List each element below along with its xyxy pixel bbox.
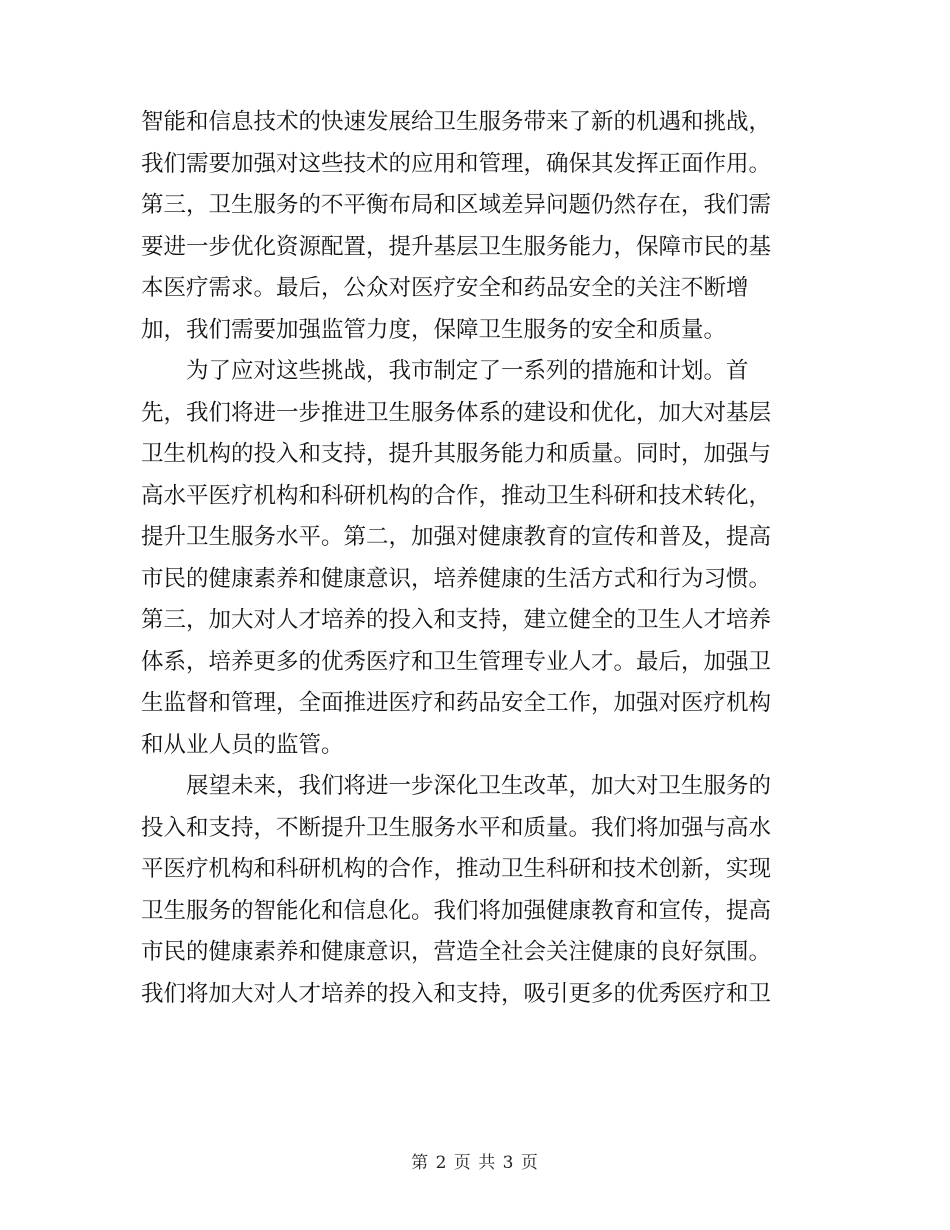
text-line: 卫生机构的投入和支持，提升其服务能力和质量。同时，加强与 (141, 441, 772, 467)
text-line: 先，我们将进一步推进卫生服务体系的建设和优化，加大对基层 (141, 399, 772, 426)
text-line: 为了应对这些挑战，我市制定了一系列的措施和计划。首 (186, 358, 749, 384)
text-line: 生监督和管理，全面推进医疗和药品安全工作，加强对医疗机构 (141, 690, 772, 716)
text-line: 卫生服务的智能化和信息化。我们将加强健康教育和宣传，提高 (141, 897, 772, 924)
text-line: 要进一步优化资源配置，提升基层卫生服务能力，保障市民的基 (141, 233, 772, 260)
text-line: 我们将加大对人才培养的投入和支持，吸引更多的优秀医疗和卫 (141, 980, 772, 1007)
text-line: 加，我们需要加强监管力度，保障卫生服务的安全和质量。 (141, 316, 727, 343)
text-line: 市民的健康素养和健康意识，培养健康的生活方式和行为习惯。 (141, 565, 772, 592)
document-body (141, 102, 801, 1015)
text-line: 第三，加大对人才培养的投入和支持，建立健全的卫生人才培养 (141, 607, 772, 633)
text-line: 投入和支持，不断提升卫生服务水平和质量。我们将加强与高水 (141, 814, 772, 841)
text-line: 平医疗机构和科研机构的合作，推动卫生科研和技术创新，实现 (141, 856, 772, 882)
text-line: 本医疗需求。最后，公众对医疗安全和药品安全的关注不断增 (141, 275, 749, 301)
text-line: 和从业人员的监管。 (141, 731, 344, 758)
text-line: 提升卫生服务水平。第二，加强对健康教育的宣传和普及，提高 (141, 524, 772, 550)
text-line: 智能和信息技术的快速发展给卫生服务带来了新的机遇和挑战， (141, 109, 772, 135)
page-footer: 第 2 页 共 3 页 (411, 1153, 539, 1173)
text-line: 我们需要加强对这些技术的应用和管理，确保其发挥正面作用。 (141, 150, 772, 177)
text-line: 高水平医疗机构和科研机构的合作，推动卫生科研和技术转化， (141, 482, 772, 509)
text-line: 展望未来，我们将进一步深化卫生改革，加大对卫生服务的 (186, 773, 772, 799)
text-line: 体系，培养更多的优秀医疗和卫生管理专业人才。最后，加强卫 (141, 648, 772, 675)
text-line: 第三，卫生服务的不平衡布局和区域差异问题仍然存在，我们需 (141, 192, 772, 218)
text-line: 市民的健康素养和健康意识，营造全社会关注健康的良好氛围。 (141, 939, 772, 965)
